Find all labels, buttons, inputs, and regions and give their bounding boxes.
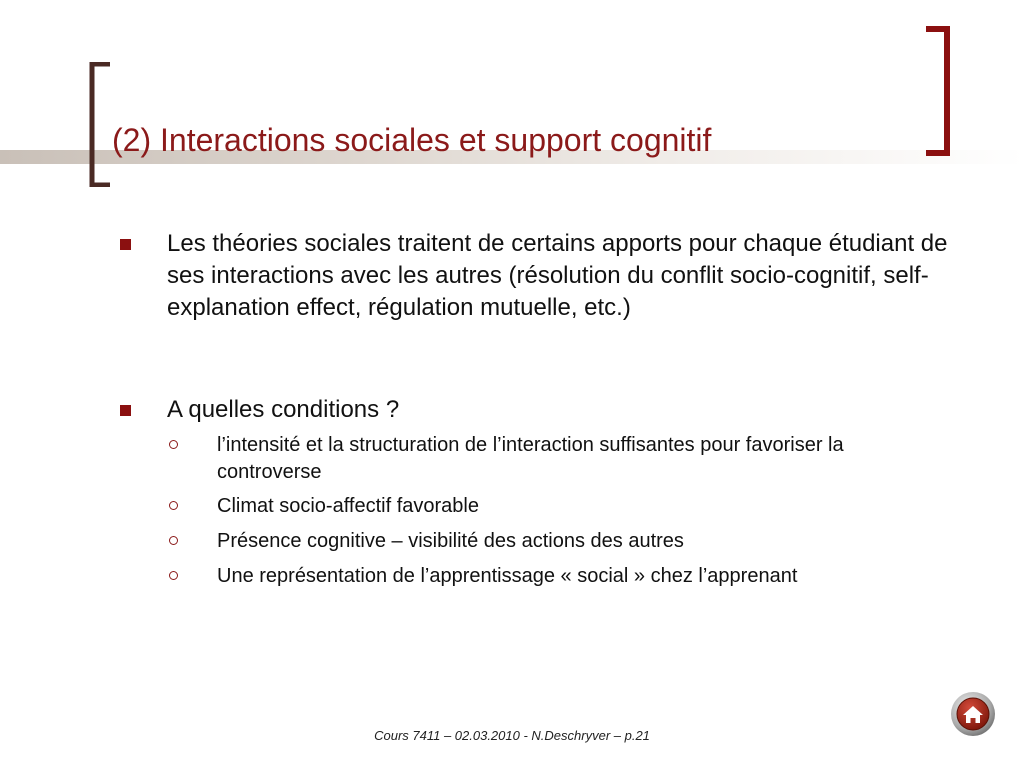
home-icon	[950, 691, 996, 737]
home-button[interactable]	[950, 691, 996, 737]
sub-bullet-marker	[169, 571, 178, 580]
sub-bullet-text-3: Présence cognitive – visibilité des actions des autres	[217, 530, 684, 552]
bullet-marker	[120, 405, 131, 416]
slide-footer: Cours 7411 – 02.03.2010 - N.Deschryver – p.21	[374, 728, 650, 743]
sub-bullet-text-4: Une représentation de l’apprentissage « social » chez l’apprenant	[217, 565, 798, 587]
bullet-text-1: Les théories sociales traitent de certains apports pour chaque étudiant de ses interactions avec les autres (résolution du conflit socio-cognitif, self-explanation effect, régulation mutuelle, etc.)	[167, 230, 948, 321]
sub-bullet-text-1: l’intensité et la structuration de l’interaction suffisantes pour favoriser la controverse	[217, 434, 844, 483]
sub-bullet-marker	[169, 440, 178, 449]
sub-bullet-marker	[169, 536, 178, 545]
slide-title: (2) Interactions sociales et support cognitif	[112, 122, 712, 158]
sub-bullet-marker	[169, 501, 178, 510]
sub-bullet-text-2: Climat socio-affectif favorable	[217, 495, 479, 517]
bullet-text-2: A quelles conditions ?	[167, 396, 400, 423]
bullet-marker	[120, 239, 131, 250]
